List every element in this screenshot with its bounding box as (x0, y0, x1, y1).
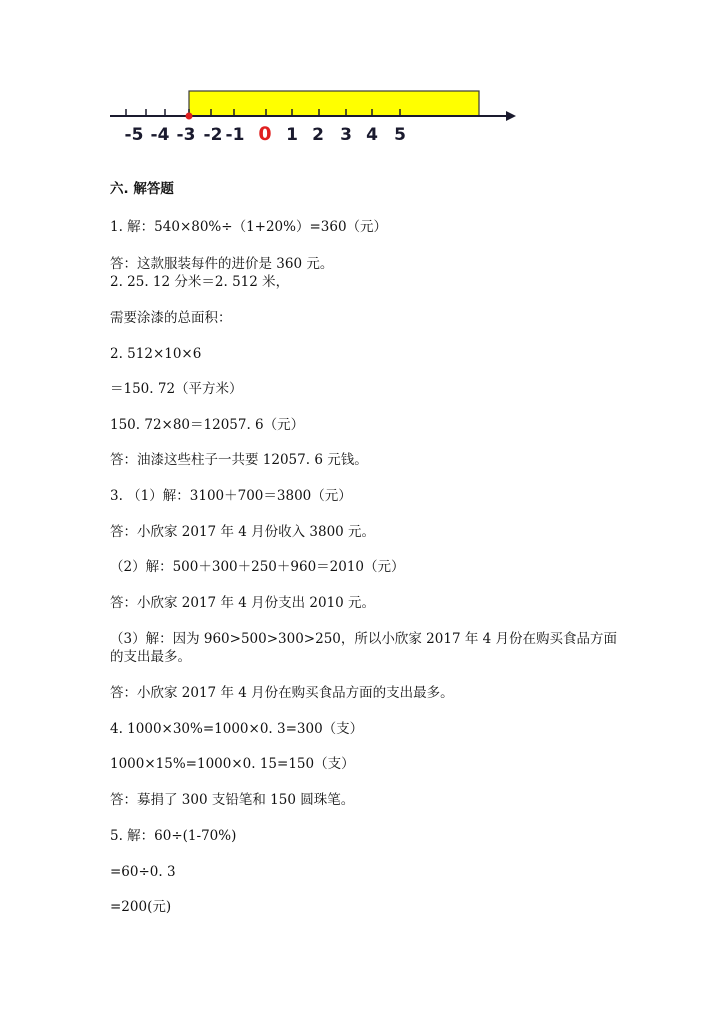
answer-line: 4. 1000×30%=1000×0. 3=300（支） (110, 721, 364, 737)
answer-line: 3. （1）解：3100＋700＝3800（元） (110, 488, 352, 504)
answer-line: ＝150. 72（平方米） (110, 381, 243, 397)
tick-label: 3 (340, 125, 352, 145)
answer-line: 需要涂漆的总面积： (110, 310, 232, 326)
number-line-figure (108, 84, 528, 154)
tick-label: -1 (225, 125, 245, 145)
answer-line: 5. 解：60÷(1-70%) (110, 828, 237, 844)
answer-line: （3）解：因为 960>500>300>250，所以小欣家 2017 年 4 月份在购买食品方面 (110, 631, 617, 647)
answer-line: 答：小欣家 2017 年 4 月份支出 2010 元。 (110, 595, 376, 611)
tick-label: -2 (203, 125, 223, 145)
answer-line: 答：小欣家 2017 年 4 月份收入 3800 元。 (110, 524, 376, 540)
answer-line: 1. 解：540×80%÷（1+20%）=360（元） (110, 219, 388, 235)
tick-label: -5 (124, 125, 144, 145)
tick-labels (125, 123, 406, 145)
start-point (186, 113, 193, 120)
tick-label: -3 (176, 125, 196, 145)
axis-arrow-icon (506, 111, 516, 121)
tick-label: 4 (366, 125, 378, 145)
answer-line: 150. 72×80＝12057. 6（元） (110, 417, 305, 433)
answer-line: =200(元) (110, 899, 172, 915)
answer-line: 2. 25. 12 分米＝2. 512 米， (110, 274, 290, 290)
tick-label: -4 (150, 125, 170, 145)
highlight-region (189, 91, 479, 116)
answer-line: 2. 512×10×6 (110, 346, 202, 362)
answer-line: 答：募捐了 300 支铅笔和 150 圆珠笔。 (110, 792, 355, 808)
answer-line: （2）解：500＋300＋250＋960＝2010（元） (110, 559, 405, 575)
answer-line: 答：小欣家 2017 年 4 月份在购买食品方面的支出最多。 (110, 685, 454, 701)
tick-label: 5 (394, 125, 406, 145)
tick-label: 0 (258, 123, 272, 145)
answer-line: 1000×15%=1000×0. 15=150（支） (110, 756, 355, 772)
tick-label: 2 (312, 125, 324, 145)
tick-label: 1 (286, 125, 298, 145)
answer-line: 答：这款服装每件的进价是 360 元。 (110, 256, 334, 272)
answer-line: =60÷0. 3 (110, 864, 176, 880)
answer-line: 答：油漆这些柱子一共要 12057. 6 元钱。 (110, 452, 368, 468)
section-title: 六. 解答题 (110, 181, 174, 197)
answer-line: 的支出最多。 (110, 649, 191, 665)
